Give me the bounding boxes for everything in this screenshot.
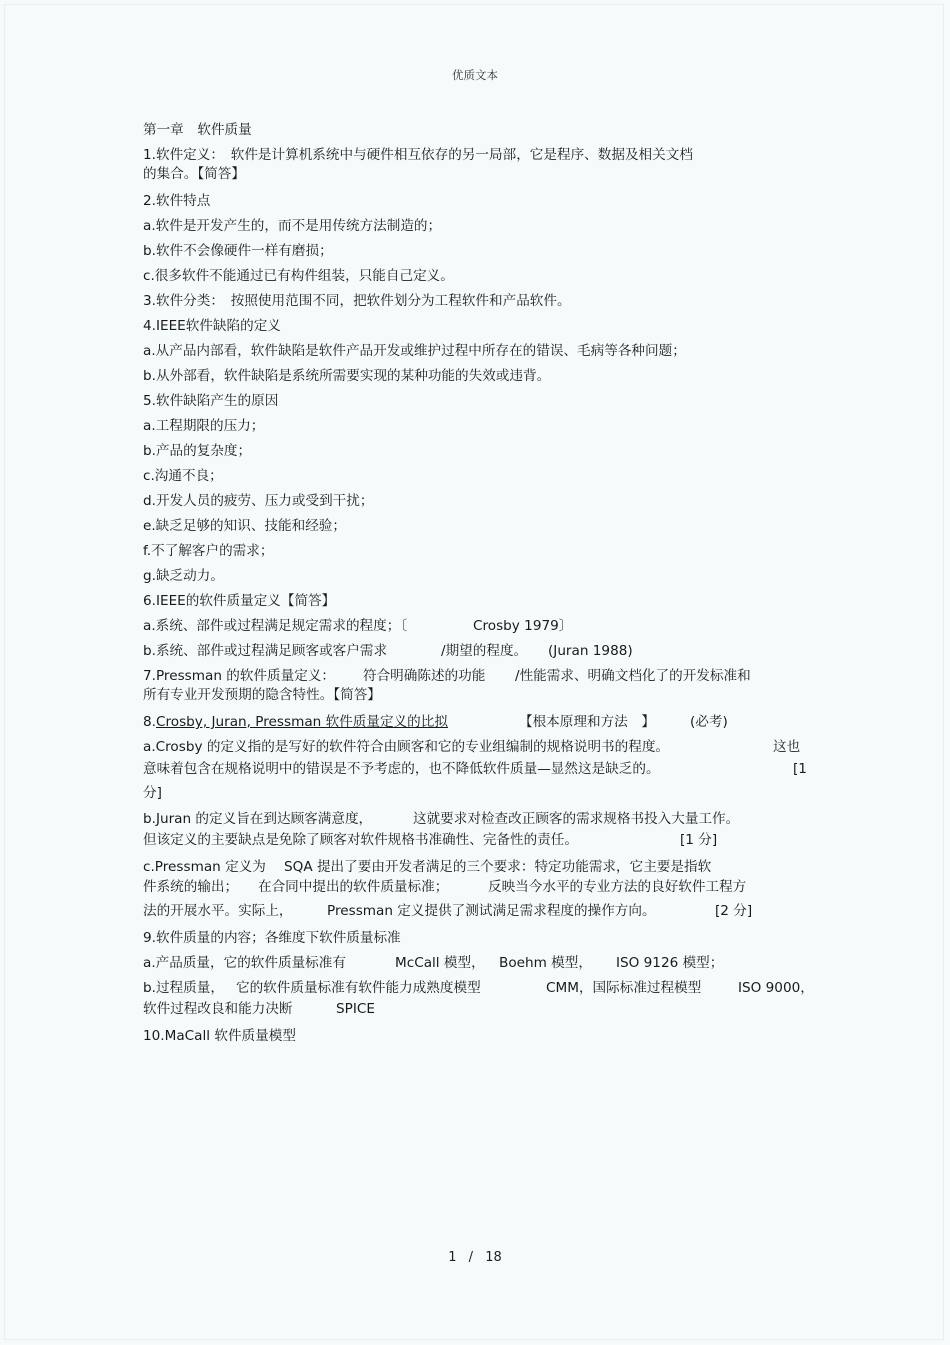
item-8-number: 8. bbox=[143, 714, 156, 730]
item-6b-text: b.系统、部件或过程满足顾客或客户需求 bbox=[143, 643, 388, 659]
item-5d: d.开发人员的疲劳、压力或受到干扰； bbox=[143, 493, 374, 509]
item-9a-text: a.产品质量，它的软件质量标准有 bbox=[143, 955, 346, 971]
item-5b: b.产品的复杂度； bbox=[143, 443, 252, 459]
item-9a-iso9126: ISO 9126 模型； bbox=[616, 955, 724, 971]
item-8a-text-3: 意味着包含在规格说明中的错误是不予考虑的，也不降低软件质量—显然这是缺乏的。 bbox=[143, 761, 660, 777]
item-9a-mccall: McCall 模型， bbox=[395, 955, 485, 971]
item-8a-text-2: 这也 bbox=[773, 739, 801, 755]
item-6a-citation: Crosby 1979〕 bbox=[473, 618, 573, 634]
item-6a bbox=[143, 614, 813, 639]
item-8b-line-2 bbox=[143, 830, 813, 851]
item-5a: a.工程期限的压力； bbox=[143, 418, 265, 434]
item-4b: b.从外部看，软件缺陷是系统所需要实现的某种功能的失效或违背。 bbox=[143, 368, 551, 384]
item-8-required: (必考) bbox=[690, 714, 728, 730]
item-8a-line-3: 分] bbox=[143, 785, 162, 801]
item-8-heading bbox=[143, 710, 813, 735]
item-8c-line-3 bbox=[143, 901, 813, 922]
item-8-tag: 【根本原理和方法 】 bbox=[519, 714, 655, 730]
document-body bbox=[143, 118, 813, 1049]
item-1-line-1: 1.软件定义： 软件是计算机系统中与硬件相互依存的另一局部，它是程序、数据及相关文档 bbox=[143, 147, 693, 163]
item-8c-text-2: SQA 提出了要由开发者满足的三个要求：特定功能需求，它主要是指软 bbox=[284, 859, 712, 875]
page-total: 18 bbox=[485, 1250, 502, 1265]
item-1-line-2: 的集合。【简答】 bbox=[143, 166, 245, 182]
item-8a-line-2 bbox=[143, 759, 813, 780]
item-6b bbox=[143, 639, 813, 664]
item-4-heading: 4.IEEE软件缺陷的定义 bbox=[143, 318, 281, 334]
item-10-heading: 10.MaCall 软件质量模型 bbox=[143, 1028, 296, 1044]
item-5c: c.沟通不良； bbox=[143, 468, 223, 484]
item-8-title: Crosby, Juran, Pressman 软件质量定义的比拟 bbox=[156, 714, 448, 730]
item-8c-text-6: 法的开展水平。实际上， bbox=[143, 903, 293, 919]
page-footer bbox=[0, 1250, 950, 1265]
item-4a: a.从产品内部看，软件缺陷是软件产品开发或维护过程中所存在的错误、毛病等各种问题； bbox=[143, 343, 686, 359]
item-7-text-1: 符合明确陈述的功能 bbox=[363, 668, 486, 684]
page-separator: / bbox=[468, 1250, 474, 1265]
page-header: 优质文本 bbox=[452, 68, 498, 82]
item-8c-text-4: 在合同中提出的软件质量标准； bbox=[258, 879, 449, 895]
page-current: 1 bbox=[448, 1250, 457, 1265]
item-8a-text-1: a.Crosby 的定义指的是写好的软件符合由顾客和它的专业组编制的规格说明书的程度。 bbox=[143, 739, 670, 755]
item-5e: e.缺乏足够的知识、技能和经验； bbox=[143, 518, 346, 534]
item-9b-line-2 bbox=[143, 999, 813, 1020]
item-6-heading: 6.IEEE的软件质量定义【简答】 bbox=[143, 593, 336, 609]
item-9a-boehm: Boehm 模型， bbox=[499, 955, 592, 971]
item-8b-text-1: b.Juran 的定义旨在到达顾客满意度， bbox=[143, 811, 373, 827]
item-7-line-2: 所有专业开发预期的隐含特性。【简答】 bbox=[143, 687, 381, 703]
item-8c-line-2 bbox=[143, 877, 813, 898]
item-8c-score: [2 分] bbox=[715, 903, 753, 919]
item-2-heading: 2.软件特点 bbox=[143, 193, 211, 209]
item-8a-line-1 bbox=[143, 735, 813, 760]
item-9b-text-2: 它的软件质量标准有软件能力成熟度模型 bbox=[236, 980, 481, 996]
item-2c: c.很多软件不能通过已有构件组装，只能自己定义。 bbox=[143, 268, 454, 284]
item-9-heading: 9.软件质量的内容；各维度下软件质量标准 bbox=[143, 930, 401, 946]
item-5-heading: 5.软件缺陷产生的原因 bbox=[143, 393, 279, 409]
item-8b-text-2: 这就要求对检查改正顾客的需求规格书投入大量工作。 bbox=[413, 811, 740, 827]
item-2a: a.软件是开发产生的，而不是用传统方法制造的； bbox=[143, 218, 442, 234]
item-8c-text-7: Pressman 定义提供了测试满足需求程度的操作方向。 bbox=[327, 903, 656, 919]
item-7-label: 7.Pressman 的软件质量定义： bbox=[143, 668, 336, 684]
chapter-title: 第一章 软件质量 bbox=[143, 122, 252, 138]
item-8b-score: [1 分] bbox=[680, 832, 718, 848]
item-9b-iso9000: ISO 9000， bbox=[738, 980, 814, 996]
item-6b-citation: (Juran 1988) bbox=[548, 643, 633, 659]
item-9b-cmm: CMM，国际标准过程模型 bbox=[546, 980, 702, 996]
item-8c-text-3: 件系统的输出； bbox=[143, 879, 239, 895]
item-6a-text: a.系统、部件或过程满足规定需求的程度；〔 bbox=[143, 618, 408, 634]
item-8b-line-1 bbox=[143, 807, 813, 832]
item-2b: b.软件不会像硬件一样有磨损； bbox=[143, 243, 333, 259]
item-6b-text-2: /期望的程度。 bbox=[441, 643, 528, 659]
item-9b-spice: SPICE bbox=[336, 1001, 375, 1017]
item-9b-text-3: 软件过程改良和能力决断 bbox=[143, 1001, 293, 1017]
item-9b-text-1: b.过程质量， bbox=[143, 980, 224, 996]
item-8c-text-5: 反映当今水平的专业方法的良好软件工程方 bbox=[488, 879, 747, 895]
item-8a-score: [1 bbox=[793, 761, 807, 777]
item-8b-text-3: 但该定义的主要缺点是免除了顾客对软件规格书准确性、完备性的责任。 bbox=[143, 832, 578, 848]
item-5g: g.缺乏动力。 bbox=[143, 568, 224, 584]
item-5f: f.不了解客户的需求； bbox=[143, 543, 274, 559]
item-8c-text-1: c.Pressman 定义为 bbox=[143, 859, 266, 875]
item-9b-line-1 bbox=[143, 976, 813, 1001]
item-7-text-2: /性能需求、明确文档化了的开发标准和 bbox=[515, 668, 751, 684]
item-9a bbox=[143, 951, 813, 976]
item-3: 3.软件分类： 按照使用范围不同，把软件划分为工程软件和产品软件。 bbox=[143, 293, 571, 309]
